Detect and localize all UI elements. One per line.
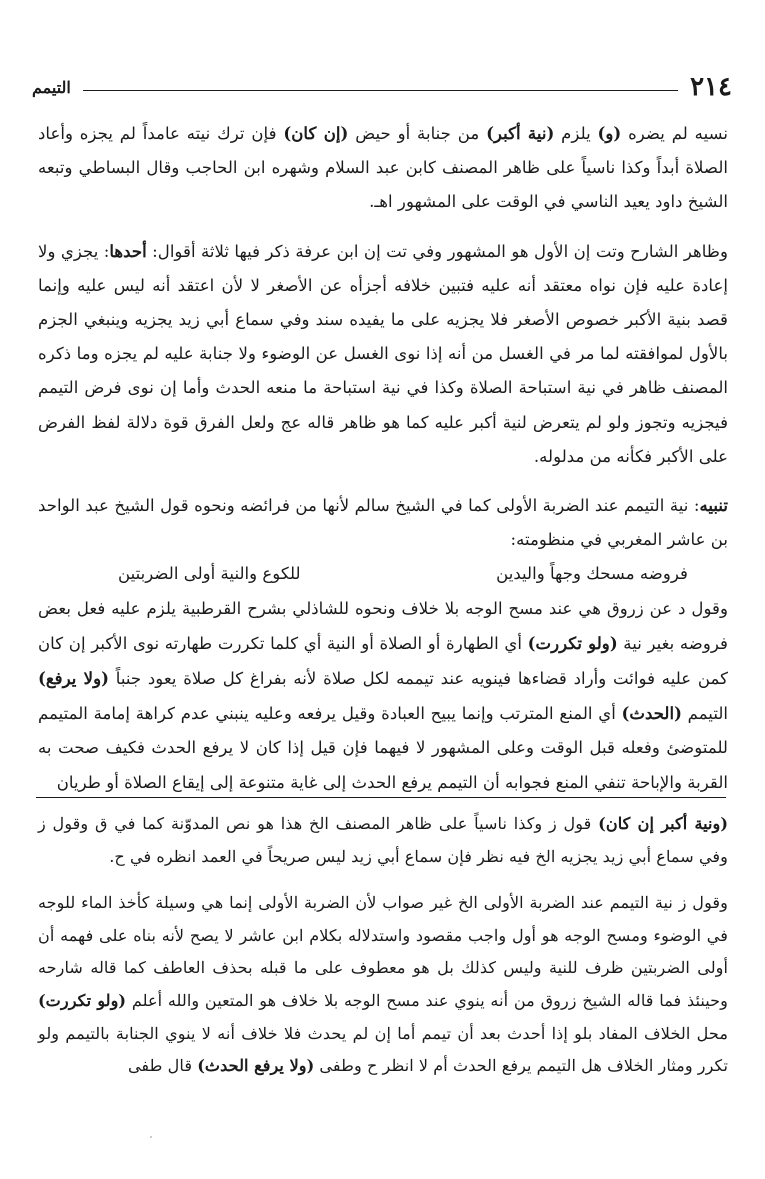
- matn-phrase: (الحدث): [621, 703, 682, 724]
- verse-first-hemistich: فروضه مسحك وجهاً واليدين: [496, 564, 688, 584]
- main-text: [38, 116, 728, 800]
- text-run: وقول د عن زروق هي عند مسح الوجه بلا خلاف ونحوه للشاذلي بشرح القرطبية يلزم عليه فعل بعض فروضه بغير نية: [38, 598, 728, 653]
- text-run: نسيه لم يضره: [621, 124, 729, 143]
- text-run: فإن ترك نيته عامداً لم يجزه وأعاد الصلاة أبداً وكذا ناسياً على ظاهر المصنف كابن عبد السلام وشهره ابن الحاجب وقال البساطي وتبعه الشيخ داود يعيد الناسي في الوقت على المشهور اهـ.: [38, 124, 728, 212]
- matn-phrase: (ولو تكررت): [38, 990, 127, 1010]
- text-run: : نية التيمم عند الضربة الأولى كما في الشيخ سالم لأنها من فرائضه ونحوه قول الشيخ عبد الواحد بن عاشر المغربي في منظومته:: [38, 496, 728, 550]
- note-tanbih: [38, 488, 728, 557]
- footnote-1: [38, 808, 728, 873]
- verse-second-hemistich: للكوع والنية أولى الضربتين: [118, 564, 301, 584]
- text-run: يلزم: [554, 124, 598, 143]
- running-title: التيمم: [32, 77, 71, 97]
- bold-term: أحدها: [109, 240, 147, 261]
- matn-phrase: (ونية أكبر إن كان): [598, 814, 728, 833]
- matn-phrase: (ولا يرفع الحدث): [197, 1056, 315, 1076]
- text-run: التيمم: [681, 704, 728, 724]
- text-run: من جنابة أو حيض: [348, 124, 487, 143]
- footnote-separator: [36, 797, 726, 798]
- text-run: قال طفى: [127, 1056, 198, 1076]
- scan-speck: [150, 1136, 152, 1138]
- text-run: أي المنع المترتب وإنما يبيح العبادة وقيل يرفعه وعليه ينبني عدم كراهة إمامة المتيمم للمتوضئ وفعله قبل الوقت وعلى المشهور لا فيهما فإن قيل إذا كان لا يرفع الحدث فكيف صحت به القربة والإباحة تنفي المنع فجوابه أن التيمم يرفع الحدث إلى غاية متنوعة إلى إيقاع الصلاة أو طريان: [38, 704, 728, 792]
- page-number: ٢١٤: [690, 72, 732, 102]
- page-header: [32, 70, 732, 104]
- paragraph-2: [38, 234, 728, 474]
- matn-phrase: (و): [597, 123, 622, 143]
- text-run: وقول ز نية التيمم عند الضربة الأولى الخ غير صواب لأن الضربة الأولى إنما هي وسيلة كأخذ الماء للوجه في الوضوء ومسح الوجه هو أول واجب مقصود واستدلاله بكلام ابن عاشر لا يصح لأنه بناه على فهمه أن أولى الضربتين ظرف للنية وليس كذلك بل هو معطوف على ما قبله بحذف العاطف كما قاله شارحه وحينئذ فما قاله الشيخ زروق من أنه ينوي عند مسح الوجه بلا خلاف هو المتعين والله أعلم: [38, 893, 729, 1010]
- matn-phrase: (ولا يرفع): [38, 668, 109, 689]
- footnotes: [38, 808, 728, 1083]
- text-run: : يجزي ولا إعادة عليه فإن نواه معتقد أنه عليه فتبين خلافه أجزأه عن الأصغر لا لأن اعتقد أنه ليس عليه وإنما قصد بنية الأكبر خصوص الأصغر فلا يجزيه على ما يفيده سند وفي سماع أبي زيد يجزيه وينبغي الجزم بالأول لموافقته لما مر في الغسل من أنه إذا نوى الغسل عن الوضوء ولا جنابة عليه لم يجزه وما ذكره المصنف ظاهر في نية استباحة الصلاة وكذا في نية استباحة ما منعه الحدث وأما إن نوى فرض التيمم فيجزيه وتجوز ولو لم يتعرض لنية أكبر عليه كما هو ظاهر قاله عج ولعل الفرق قوة دلالة لفظ الفرض على الأكبر فكأنه من مدلوله.: [38, 241, 728, 466]
- text-run: قول ز وكذا ناسياً على ظاهر المصنف الخ هذا هو نص المدوّنة كما في ق وقول ز وفي سماع أبي زيد يجزيه الخ فيه نظر فإن سماع أبي زيد ليس صريحاً في العمد انظره في ح.: [38, 814, 728, 866]
- matn-phrase: (نية أكبر): [486, 123, 555, 143]
- text-run: أي الطهارة أو الصلاة أو النية أي كلما تكررت طهارته نوى الأكبر إن كان كمن عليه فوائت وأراد قضاءها فينويه عند تيممه لكل صلاة لأنه بفراغ كل صلاة يعود جنباً: [38, 633, 728, 689]
- poem-verse: [38, 557, 728, 591]
- footnote-2: [38, 887, 728, 1083]
- paragraph-4: [38, 592, 728, 800]
- paragraph-1: [38, 116, 728, 220]
- text-run: وظاهر الشارح وتت إن الأول هو المشهور وفي تت إن ابن عرفة ذكر فيها ثلاثة أقوال:: [146, 241, 728, 261]
- matn-phrase: (ولو تكررت): [527, 632, 618, 653]
- text-run: محل الخلاف المفاد بلو إذا أحدث بعد أن تيمم أما إن لم يحدث فلا خلاف أنه لا ينوي الجنابة بالتيمم ولو تكرر ومثار الخلاف هل التيمم يرفع الحدث أم لا انظر ح وطفى: [38, 1023, 728, 1076]
- tanbih-label: تنبيه: [699, 495, 728, 516]
- matn-phrase: (إن كان): [283, 123, 349, 143]
- header-rule: [83, 90, 678, 91]
